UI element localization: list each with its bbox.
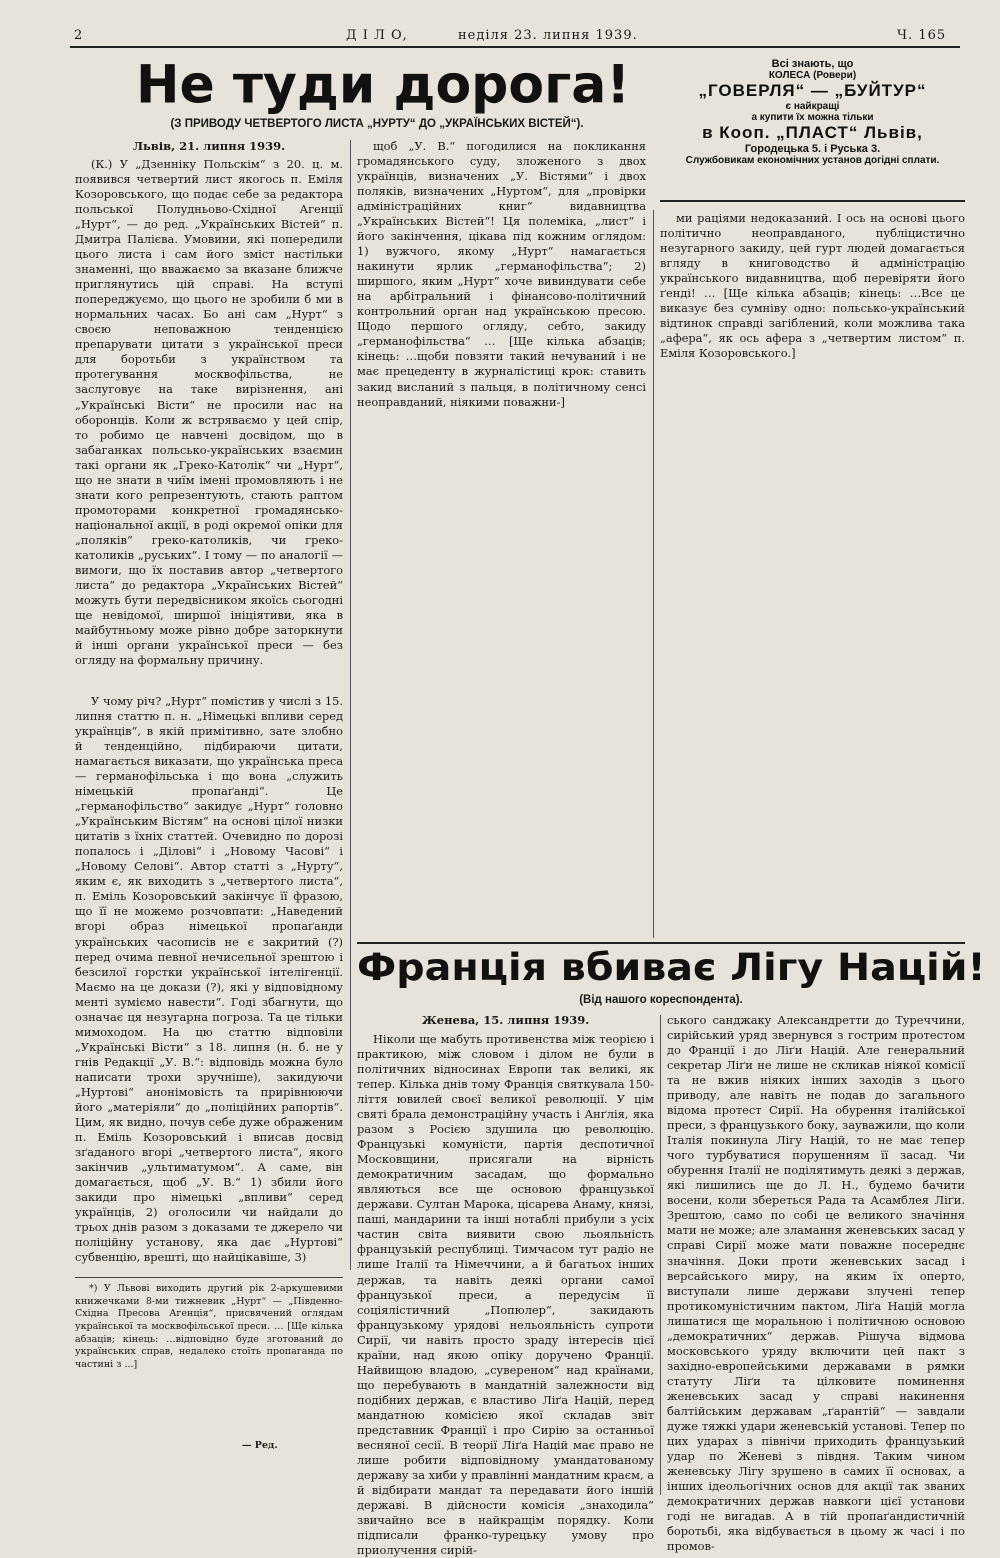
article2-column-2	[667, 1013, 965, 1554]
advertisement	[660, 54, 965, 184]
footnote-text: *) У Львові виходить другий рік 2-аркушевими книжечками 8-ми тижневик „Нурт“ — „Південно-Східна Пресова Агенція“, присвячений оглядам української та москвофільської преси. … [Ще кілька абзаців; кінець: …відповідно буде зготований до українських справ, недалеко стоїть пропаганда по частині з ...]	[75, 1283, 343, 1370]
ad-brands: „ГОВЕРЛЯ“ — „БУЙТУР“	[698, 81, 927, 100]
section-rule	[357, 942, 965, 944]
issue-date: неділя 23. липня 1939.	[458, 28, 638, 43]
article-column-3	[660, 211, 965, 937]
ad-address: Городецька 5. і Руська 3.	[744, 143, 881, 155]
article2-title: Франція вбиває Лігу Націй!	[357, 946, 986, 989]
ad-line-2: КОЛЕСА (Ровери)	[768, 70, 857, 81]
article-dateline: Львів, 21. липня 1939.	[132, 139, 286, 153]
article-title: Не туди дорога!	[136, 54, 631, 115]
column-rule	[660, 1015, 661, 1495]
column-rule	[653, 210, 654, 938]
ad-line-5: а купити їх можна тільки	[751, 112, 874, 123]
article-subtitle: (З ПРИВОДУ ЧЕТВЕРТОГО ЛИСТА „НУРТУ“ ДО „УКРАЇНСЬКИХ ВІСТЕЙ“).	[170, 118, 584, 130]
article-column-1	[75, 157, 343, 690]
ad-line-1: Всі знають, що	[771, 58, 854, 70]
article-paragraph: ського санджаку Александретти до Туреччини, сирійський уряд звернувся з гострим протестом до Франції і до Ліґи Націй. Але генеральний секретар Ліґи не лише не скликав ніякої комісії та не вжив ніяких інших заходів з цього приводу, але навіть не подав до загального відома протест Сирії. На обурення італійської преси, з французького боку, зауважили, що коли Італія покинула Лігу Націй, то не має тепер чого турбуватися порушенням її засад. Чи обурення Італії не поділятимуть деякі з держав, які лишились ще до Л. Н., будемо бачити восени, коли збереться Рада та Асамблея Ліґи. Зрештою, само по собі це великого значіння мати не може; але зламання женевських засад у справі Сирії може мати поважне посереднє значіння. Доки проти женевських засад і версайського миру, на яким їх оперто, виступали лише держави злучені тепер протикомуністичним пактом, Ліґа Націй могла лишатися ще моральною і політичною основою „демократичних“ держав. Рішуча відмова московського уряду включити цей пакт з західно-европейськими державами в рямки статуту Ліґи та цілковите поминення женевських засад у справі накинення балтійським державам „ґарантій“ — завдали дуже тяжкі удари женевській установі. Тепер по цих ударах з північи приходить французький удар по Женеві з півдня. Таким чином женевську Лігу зрушено в самих її основах, а інших ідеольогічних основ для акції так званих демократичних держав навкоги цієї установи годі не вигадав. А в тій пропаґандистичній боротьбі, яка відбувається в цьому ж часі і по промов-	[667, 1013, 965, 1554]
header-rule	[70, 46, 960, 48]
paper-name: Д І Л О,	[346, 28, 408, 43]
issue-number: Ч. 165	[897, 28, 947, 43]
footnote	[75, 1283, 343, 1430]
article-column-1b	[75, 694, 343, 1270]
article-paragraph: Ніколи ще мабуть противенства між теорією і практикою, між словом і ділом не були в політичних відносинах Европи так великі, як тепер. Кілька днів тому Франція святкувала 150-ліття ювилей своєї великої революції. У цім святі брала демонстраційну участь і Анґлія, яка разом з Росією здушила цю революцію. Французькі комуністи, партія деспотичної Московщини, присягали на вірність демократичним засадам, що формально являються все ще основою французької держави. Султан Марока, цісарева Анаму, князі, паші, мандарини та інші нотаблі прибули з усіх частин світа виявити свою льояльність французькій республиці. Тимчасом тут радіо не лише Італії та Німеччини, а й багатьох інших держав, та навіть деякі органи самої французької преси, а передусім її соціялістичний „Попюлер“, закидають французькому урядові нельояльність супроти Сирії, чи навіть просто зраду інтересів цієї країни, над якою опіку доручено Франції. Найвищою владою, „сувереном“ над країнами, що перебувають в мандатній залежности від подібних держав, є властиво Ліґа Націй, перед мандатною комісією якої складав звіт представник Франції і про Сирію за останньої весняної сесії. В теорії Ліґа Націй має право не лише робити відповідному умандатованому державу за хиби у правлінні мандатним краєм, а й відбирати мандат та передавати його іншій державі. В дійсности комісія „знаходила“ звичайно все в найкращім порядку. Коли підписали франко-турецьку умову про приолучення сирій-	[357, 1032, 654, 1558]
ad-line-4: є найкращі	[785, 101, 840, 112]
article2-dateline: Женева, 15. липня 1939.	[421, 1013, 590, 1027]
ad-shop: в Кооп. „ПЛАСТ“ Львів,	[702, 123, 923, 142]
column-rule	[350, 140, 351, 1270]
ad-payment: Службовикам економічних установ догідні сплати.	[685, 155, 940, 166]
ad-rule	[660, 200, 965, 202]
page-number: 2	[74, 28, 84, 43]
footnote-rule	[75, 1277, 343, 1278]
article-paragraph: (К.) У „Дзенніку Польскім“ з 20. ц. м. появився четвертий лист якогось п. Еміля Козоровського, що подає себе за редактора польської Полудньово-Східної Агенції „Нурт“, — до ред. „Українських Вістей“ п. Дмитра Палієва. Умовини, які попередили цього листа і сам його зміст настільки знаменні, що вважаємо за вказане ближче приглянутись цій справі. На вступі попереджуємо, що цього не зробили б ми в нормальних часах. Бо ані сам „Нурт“ з своєю неповажною тенденцією препарувати цитати з української преси для боротьби з українством та протегування москвофільства, не заслуговує на таке вирізнення, ані „Українські Вісти“ не просили нас на оборонців. Коли ж встряваємо у цей спір, то робимо це навчені досвідом, що в забаганках польсько-українських взаємин такі органи як „Греко-Католік“ чи „Нурт“, що не знати в чиїм імені промовляють і не знати кого репрезентують, стають раптом промоторами конкретної громадянсько-національної акції, в рoді окремої опіки для „поляків“ греко-католиків, чи греко-католиків „руських“. І тому — по аналогії — вимоги, що їх поставив автор „четвертого листа“ до редактора „Українських Вістей“ можуть бути передвісником якоїсь сьогодні ще невідомої, ширшої ініціятиви, яка в майбутньому може рівно добре заторкнути й інші органи української преси — без огляду на формальну причину.	[75, 157, 343, 668]
article-paragraph: щоб „У. В.“ погодилися на покликання громадянського суду, зложеного з двох українців, визначених „У. Вістями“ і двох поляків, визначених „Нуртом“, для „провірки адміністраційних книг“ видавництва „Українських Вістей“! Ця полеміка, „лист“ і його закінчення, цікава під кожним оглядом: 1) вужчого, якому „Нурт“ намагається накинути ярлик „германофільства“; 2) ширшого, яким „Нурт“ хоче вивиндувати себе на арбітральний і фінансово-політичний контрольний орган над українською пресою. Щодо першого огляду, себто, закиду „германофільства“ … [Ще кілька абзаців; кінець: …щоби повзяти такий нечуваний і не має прецеденту в журналістиці крок: ставить закид висланий з пальця, в політичному сенсі неоправданий, ніякими поважни-]	[357, 139, 646, 409]
article-paragraph: ми раціями недоказаний. І ось на основі цього політично неоправданого, публіцистично незугарного закиду, цей гурт людей домагається вгляду в книговодство й адміністрацію українського видавництва, щоб перевіряти його ґенді! … [Ще кілька абзаців; кінець: …Все це виказує без сумніву одно: польсько-український відтинок справді загіблений, коли можлива така „афера“, як ось афера з „четвертим листом“ п. Еміля Козоровського.]	[660, 211, 965, 361]
article-paragraph: У чому річ? „Нурт“ помістив у числі з 15. липня статтю п. н. „Німецькі впливи серед українців“, в якій примітивно, зате злобно й тенденційно, підбираючи цитати, намагається виказати, що українська преса — германофільська і що вона „служить німецькій пропаґанді“. Це „германофільство“ закидує „Нурт“ головно „Українським Вістям“ на основі цілої низки цитатів з їхніх статтей. Очевидно по дорозі попалось і „Ділові“ і „Новому Часові“ і „Новому Селові“. Автор статті з „Нурту“, яким є, як виходить з „четвертого листа“, п. Еміль Козоровський закінчує її фразою, що її не можемо розчовпати: „Наведений вгорі образ німецької пропаґанди українських часописів не є закритий (?) перед очима певної нечисельної зрештою і безсилої горстки української інтелігенції. Маємо на це докази (?), які у відповідному менті зуміємо навести“. Годі збагнути, що означає ця незугарна погроза. Та це тільки мимоходом. На цю статтю відповіли „Українські Вісти“ з 18. липня (н. б. не у гнів Редакції „У. В.“: відповідь можна було написати трохи зручніше), закидуючи „Нуртові“ анонімовість та прирівнюючи його „матеріяли“ до „поліційних рапортів“. Цим, як видно, почув себе дуже ображеним п. Еміль Козоровський і вписав досвід зґаданого вгорі „четвертого листа“, якого закінчив „ультиматумом“. А саме, він домагається, щоб „У. В.“ 1) збили його закиди про німецькі „впливи“ серед українців, 2) оголосили чи найдали до трьох днів разом з доказами те джерело чи поліційну установу, яка дає „Нуртові“ субвенцію, врешті, що найцікавіше, 3)	[75, 694, 343, 1265]
article-column-2	[357, 139, 646, 939]
article2-subtitle: (Від нашого кореспондента).	[579, 994, 743, 1006]
footnote-signature: — Ред.	[242, 1440, 278, 1451]
article2-column-1	[357, 1032, 654, 1558]
